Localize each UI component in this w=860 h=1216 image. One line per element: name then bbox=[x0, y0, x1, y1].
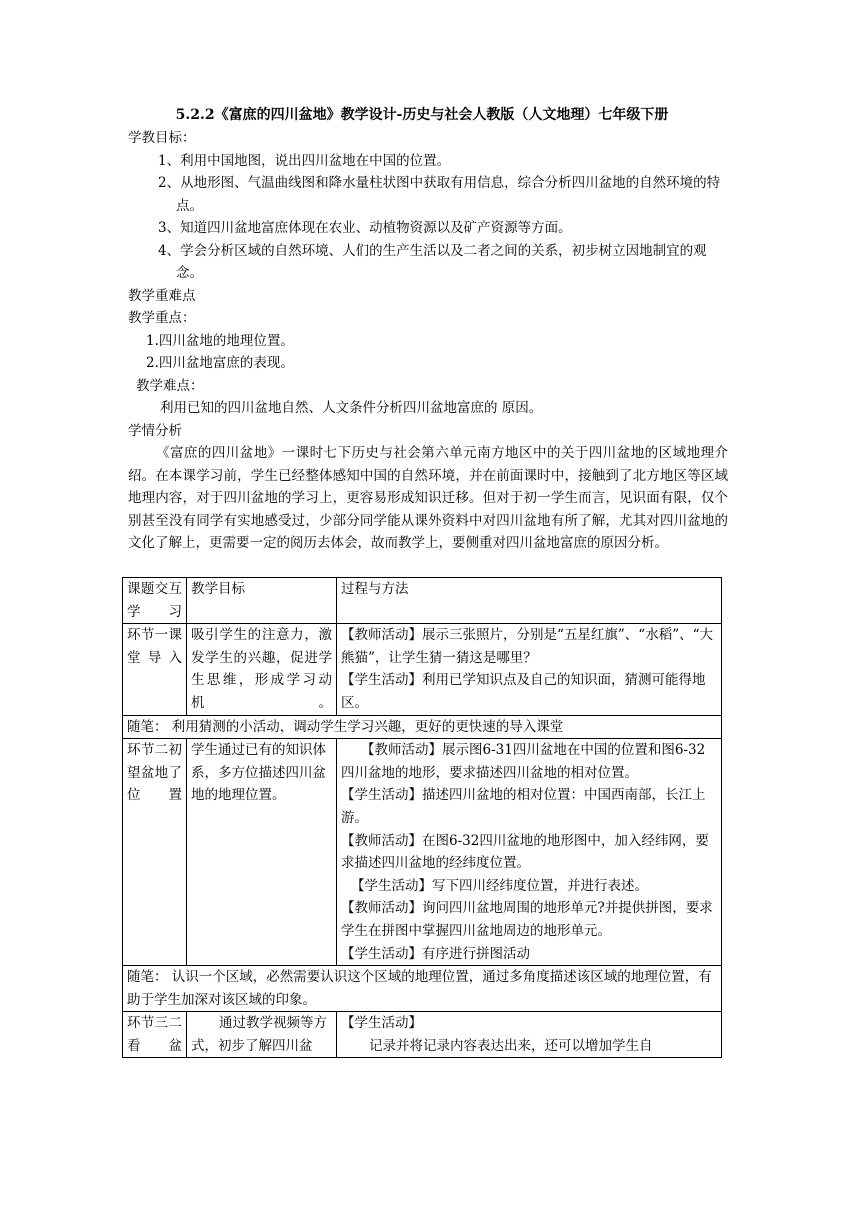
goal-cell bbox=[187, 1012, 337, 1058]
table-header-row bbox=[123, 578, 722, 624]
stage-cell bbox=[123, 1012, 187, 1058]
process-line: 【教师活动】展示图6-31四川盆地在中国的位置和图6-32四川盆地的地形，要求描述四川盆地的相对位置。 bbox=[341, 742, 706, 781]
process-line: 【教师活动】在图6-32四川盆地的地形图中，加入经纬网，要求描述四川盆地的经纬度位置。 bbox=[341, 832, 709, 872]
stage-text: 环节三二看盆 bbox=[127, 1015, 182, 1054]
analysis-text: 《富庶的四川盆地》一课时七下历史与社会第六单元南方地区中的关于四川盆地的区域地理介绍。在本课学习前，学生已经整体感知中国的自然环境，并在前面课时中，接触到了北方地区等区域地理内容，对于四川盆地的学习上，更容易形成知识迁移。但对于初一学生而言，见识面有限，仅个别甚至没有同学有实地感受过，少部分同学能从课外资料中对四川盆地有所了解，尤其对四川盆地的文化了解上，更需要一定的阅历去体会，故而教学上，要侧重对四川盆地富庶的原因分析。 bbox=[128, 445, 728, 551]
process-line: 【学生活动】写下四川经纬度位置，并进行表述。 bbox=[351, 877, 648, 894]
key-point-item: 1.四川盆地的地理位置。 bbox=[146, 332, 294, 349]
goal-text: 通过教学视频等方式，初步了解四川盆 bbox=[191, 1015, 327, 1054]
stage-cell: 环节二初望盆地了位置 bbox=[123, 739, 187, 966]
note-cell: 随笔： 认识一个区域，必然需要认识这个区域的地理位置，通过多角度描述该区域的地理位置，有助于学生加深对该区域的印象。 bbox=[123, 966, 722, 1012]
table-row bbox=[123, 1012, 722, 1058]
process-line: 记录并将记录内容表达出来，还可以增加学生自 bbox=[369, 1037, 653, 1054]
process-line: 【学生活动】 bbox=[341, 1015, 422, 1032]
objective-item: 2、从地形图、气温曲线图和降水量柱状图中获取有用信息，综合分析四川盆地的自然环境的特点。 bbox=[158, 175, 721, 214]
document-title: 5.2.2《富庶的四川盆地》教学设计-历史与社会人教版（人文地理）七年级下册 bbox=[175, 107, 669, 123]
difficult-points-heading: 教学难点： bbox=[136, 377, 204, 394]
document-body bbox=[128, 127, 728, 555]
note-cell: 随笔： 利用猜测的小活动，调动学生学习兴趣，更好的更快速的导入课堂 bbox=[123, 715, 722, 739]
stage-cell: 环节一课堂导入 bbox=[123, 624, 187, 715]
process-line: 【学生活动】有序进行拼图活动 bbox=[341, 945, 530, 962]
table-row bbox=[123, 624, 722, 715]
process-line: 【教师活动】询问四川盆地周围的地形单元?并提供拼图，要求学生在拼图中掌握四川盆地周边的地形单元。 bbox=[341, 900, 713, 939]
lesson-table bbox=[122, 577, 722, 1058]
process-line: 【教师活动】展示三张照片，分别是“五星红旗”、“水稻”、“大熊猫”，让学生猜一猜这是哪里？ bbox=[341, 627, 714, 666]
difficult-points-text: 利用已知的四川盆地自然、人文条件分析四川盆地富庶的 原因。 bbox=[160, 400, 543, 416]
goal-cell: 学生通过已有的知识体系，多方位描述四川盆地的地理位置。 bbox=[187, 739, 337, 966]
table-header-cell: 过程与方法 bbox=[337, 578, 722, 624]
table-header-cell: 教学目标 bbox=[187, 578, 337, 624]
table-row bbox=[123, 739, 722, 966]
note-row bbox=[123, 966, 722, 1012]
table-header-cell: 课题交互学习 bbox=[123, 578, 187, 624]
objectives-heading: 学教目标： bbox=[128, 130, 196, 146]
key-point-item: 2.四川盆地富庶的表现。 bbox=[146, 355, 294, 371]
objective-item: 1、利用中国地图，说出四川盆地在中国的位置。 bbox=[158, 152, 451, 169]
process-line: 【学生活动】利用已学知识点及自己的知识面，猜测可能得地区。 bbox=[341, 672, 706, 711]
analysis-heading: 学情分析 bbox=[128, 422, 182, 439]
objective-item: 3、知道四川盆地富庶体现在农业、动植物资源以及矿产资源等方面。 bbox=[158, 220, 572, 236]
process-line: 【学生活动】描述四川盆地的相对位置：中国西南部，长江上游。 bbox=[341, 787, 706, 826]
objective-item: 4、学会分析区域的自然环境、人们的生产生活以及二者之间的关系，初步树立因地制宜的观念。 bbox=[158, 242, 707, 281]
key-points-heading: 教学重点： bbox=[128, 310, 196, 326]
process-cell bbox=[337, 624, 722, 715]
process-cell bbox=[337, 739, 722, 966]
process-cell bbox=[337, 1012, 722, 1058]
goal-cell: 吸引学生的注意力，激发学生的兴趣，促进学生思维，形成学习动机。 bbox=[187, 624, 337, 715]
key-difficult-heading: 教学重难点 bbox=[128, 287, 196, 304]
note-row bbox=[123, 715, 722, 739]
